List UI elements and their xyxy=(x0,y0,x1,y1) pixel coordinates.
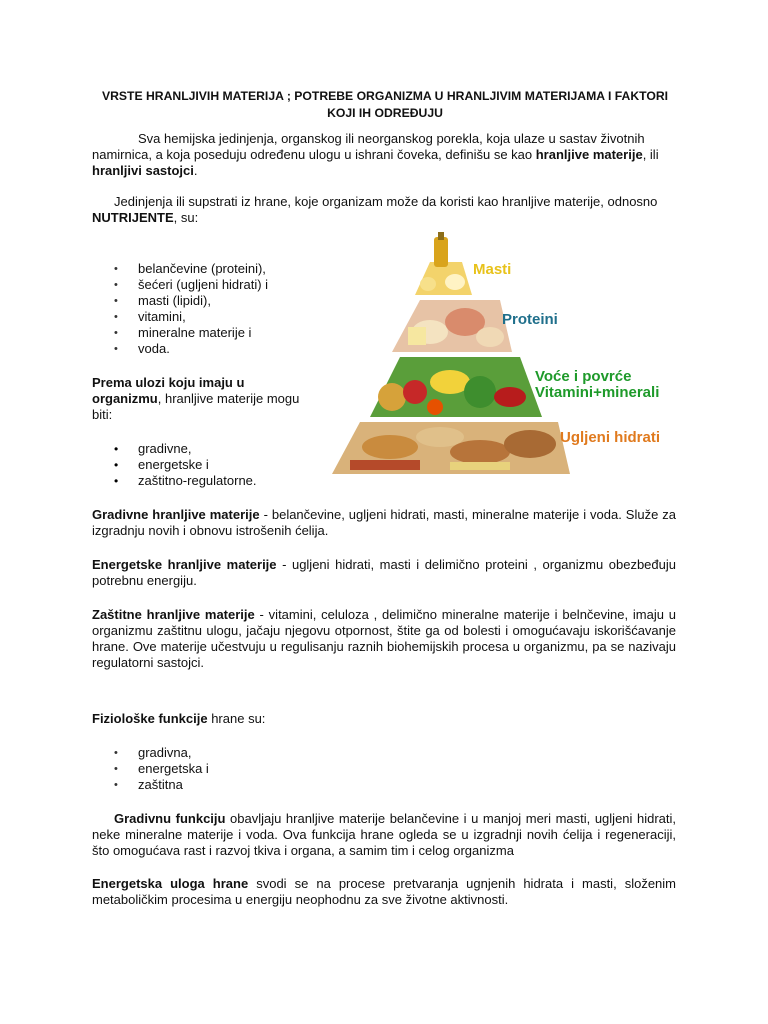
label-ugljeni-hidrati: Ugljeni hidrati xyxy=(560,429,661,446)
list-item: • belančevine (proteini), xyxy=(92,261,268,277)
list-item: • zaštitno-regulatorne. xyxy=(92,473,257,489)
list-item: • mineralne materije i xyxy=(92,325,268,341)
list-item: • gradivne, xyxy=(92,441,257,457)
nutrient-list xyxy=(92,261,268,357)
list-item: • energetska i xyxy=(92,761,209,777)
intro-paragraph: Sva hemijska jedinjenja, organskog ili neorganskog porekla, koja ulaze u sastav životnih namirnica, a koja poseduju određenu ulogu u ishrani čoveka, definišu se kao hranljive materije, ili hranljivi sastojci. xyxy=(92,131,659,178)
gradivnu-paragraph: Gradivnu funkciju obavljaju hranljive materije belančevine i u manjoj meri masti, ugljeni hidrati, neke mineralne materije i voda. Ova funkcija hrane ogleda se u izgradnji novih ćelija i regeneraciji, što omogućava rast i razvoj tkiva i organa, a samim tim i celog organizma xyxy=(92,811,676,858)
label-proteini: Proteini xyxy=(502,311,558,328)
label-masti: Masti xyxy=(473,261,512,278)
energetska-paragraph: Energetska uloga hrane svodi se na procese pretvaranja ugnjenih hidrata i masti, složenim metaboličkim procesima u energiju neophodnu za sve životne aktivnosti. xyxy=(92,876,676,907)
gradivne-paragraph: Gradivne hranljive materije - belančevine, ugljeni hidrati, masti, mineralne materije i voda. Služe za izgradnju novih i obnovu istrošenih ćelija. xyxy=(92,507,677,538)
zastitne-paragraph: Zaštitne hranljive materije - vitamini, celuloza , delimično mineralne materije i belnčevine, imaju u organizmu zaštitnu ulogu, jačaju njegovu otpornost, štite ga od bolesti i omogućavaju iskorišćavanje hrane. Ove materije učestvuju u regulisanju raznih biohemijskih procesa u organizmu, pa se nazivaju regulatorni sastojci. xyxy=(92,607,676,670)
list-item: • masti (lipidi), xyxy=(92,293,268,309)
list-item: • vitamini, xyxy=(92,309,268,325)
list-item: • šećeri (ugljeni hidrati) i xyxy=(92,277,268,293)
role-list xyxy=(92,441,257,489)
list-item: • gradivna, xyxy=(92,745,209,761)
energetske-paragraph: Energetske hranljive materije - ugljeni hidrati, masti i delimično proteini , organizmu obezbeđuju potrebnu energiju. xyxy=(92,557,676,588)
role-paragraph: Prema ulozi koju imaju u organizmu, hranljive materije mogu biti: xyxy=(92,375,300,422)
list-item: • zaštitna xyxy=(92,777,209,793)
function-list xyxy=(92,745,209,793)
list-item: • voda. xyxy=(92,341,268,357)
nutrients-paragraph: Jedinjenja ili supstrati iz hrane, koje organizam može da koristi kao hranljive materije, odnosno NUTRIJENTE, su: xyxy=(92,194,658,225)
fizioloske-paragraph: Fiziološke funkcije hrane su: xyxy=(92,711,266,726)
document-title: VRSTE HRANLJIVIH MATERIJA ; POTREBE ORGANIZMA U HRANLJIVIM MATERIJAMA I FAKTORI KOJI IH ODREĐUJU xyxy=(101,89,669,120)
food-pyramid-image xyxy=(330,232,675,482)
list-item: • energetske i xyxy=(92,457,257,473)
label-voce-povrce: Voće i povrće Vitamini+minerali xyxy=(535,368,660,401)
